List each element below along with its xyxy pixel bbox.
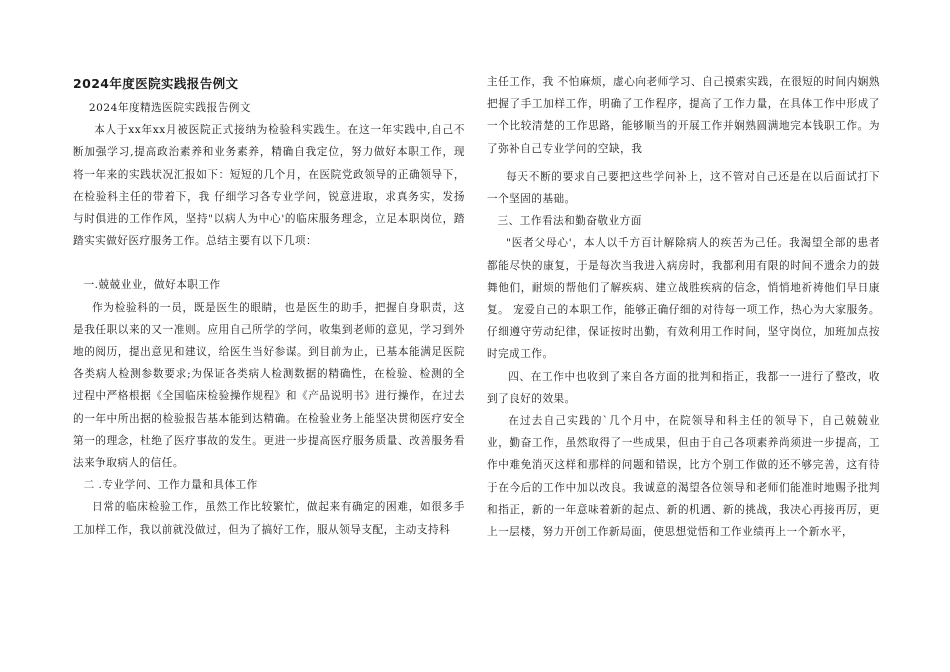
section-1-paragraph: 作为检验科的一员，既是医生的眼睛，也是医生的助手，把握自身职责，这是我任职以来的又一准则。应用自己所学的学问，收集到老师的意见，学习到外地的阅历，提出意见和建议，给医生当好参谋。到目前为止，已基本能满足医院各类病人检测参数要求;为保证各类病人检测数据的精确性，在检验、检测的全过程中严格根据《全国临床检验操作规程》和《产品说明书》进行操作，在过去的一年中所出据的检验报告基本能到达精确。在检验业务上能坚决贯彻医疗安全第一的理念，杜绝了医疗事故的发生。更进一步提高医疗服务质量、改善服务看法来争取病人的信任。 — [73, 301, 465, 470]
right-column — [487, 0, 880, 543]
conclusion-paragraph: 在过去自己实践的`几个月中，在院领导和科主任的领导下，自己兢兢业业，勤奋工作，虽然取得了一些成果，但由于自己各项素养尚须进一步提高，工作中难免消灭这样和那样的问题和错误，比方个别工作做的还不够完善，这有待于在今后的工作中加以改良。我诚意的渴望各位领导和老师们能准时地赐予批判和指正，新的一年意味着新的起点、新的机遇、新的挑战，我决心再接再厉，更上一层楼，努力开创工作新局面，使思想觉悟和工作业绩再上一个新水平， — [487, 415, 880, 539]
section-2-paragraph: 日常的临床检验工作，虽然工作比较繁忙，做起来有确定的困难，如很多手工加样工作，我以前就没做过，但为了搞好工作，服从领导支配，主动支持科 — [73, 501, 465, 536]
document-title: 2024年度医院实践报告例文 — [73, 76, 239, 91]
section-2-paragraph-continued: 主任工作，我 不怕麻烦，虚心向老师学习、自己摸索实践，在很短的时间内娴熟把握了手工加样工作，明确了工作程序，提高了工作力量，在具体工作中形成了一个比较清楚的工作思路，能够顺当的开展工作并娴熟圆满地完本钱职工作。为了弥补自己专业学问的空缺，我 — [487, 76, 880, 155]
left-column — [73, 0, 465, 541]
section-2-paragraph-2: 每天不断的要求自己要把这些学问补上，这不管对自己还是在以后面试打下一个坚固的基础。 — [487, 170, 880, 206]
intro-paragraph: 本人于xx年xx月被医院正式接纳为检验科实践生。在这一年实践中,自己不断加强学习,提高政治素养和业务素养，精确自我定位，努力做好本职工作，现将一年来的实践状况汇报如下：短短的几个月，在医院党政领导的正确领导下，在检验科主任的带着下，我 仔细学习各专业学问，锐意进取，求真务实，发扬与时俱进的工作作风，坚持"以病人为中心'的临床服务理念，立足本职岗位，踏踏实实做好医疗服务工作。总结主要有以下几项： — [73, 124, 465, 248]
section-heading-2: 二 .专业学问、工作力量和具体工作 — [83, 479, 258, 492]
document-subtitle: 2024年度精选医院实践报告例文 — [88, 102, 251, 114]
section-heading-1: 一.兢兢业业，做好本职工作 — [83, 279, 221, 292]
section-4-paragraph: 四、在工作中也收到了来自各方面的批判和指正，我都一一进行了整改，收到了良好的效果。 — [487, 370, 880, 405]
blank-line — [73, 252, 465, 274]
section-heading-3: 三、工作看法和勤奋敬业方面 — [497, 215, 642, 228]
section-3-paragraph: "医者父母心'，本人以千方百计解除病人的疾苦为己任。我渴望全部的患者都能尽快的康复，于是每次当我进入病房时，我都利用有限的时间不遗余力的鼓舞他们，耐烦的帮他们了解疾病、建立战胜疾病的信念，悄悄地祈祷他们早日康复。 宠爱自己的本职工作，能够正确仔细的对待每一项工作，热心为大家服务。仔细遵守劳动纪律，保证按时出勤，有效利用工作时间，坚守岗位，加班加点按时完成工作。 — [487, 237, 880, 361]
